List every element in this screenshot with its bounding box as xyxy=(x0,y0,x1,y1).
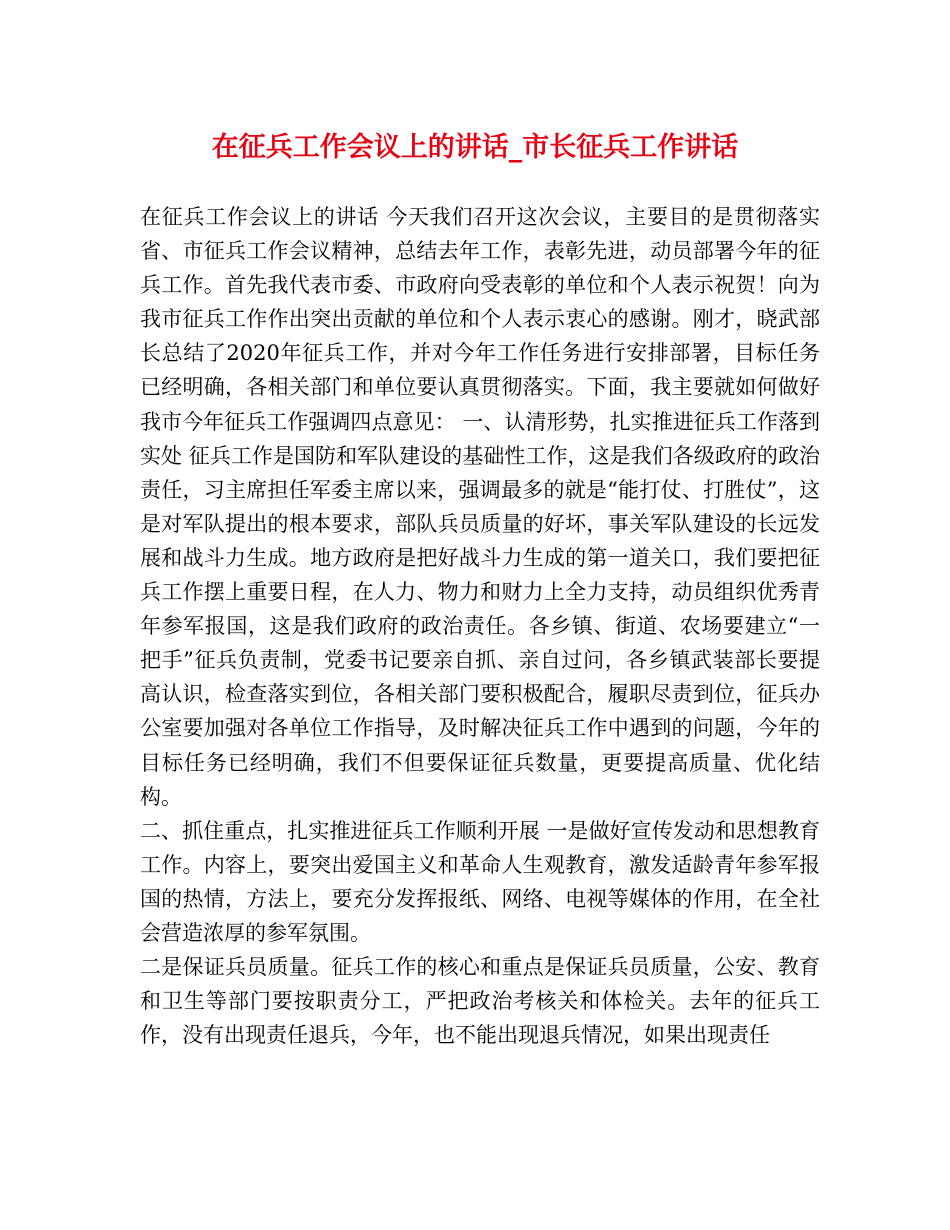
paragraph-3: 二是保证兵员质量。征兵工作的核心和重点是保证兵员质量，公安、教育和卫生等部门要按职责分工，严把政治考核关和体检关。去年的征兵工作，没有出现责任退兵，今年，也不能出现退兵情况，如果出现责任 xyxy=(140,955,820,1048)
paragraph-1: 在征兵工作会议上的讲话 今天我们召开这次会议，主要目的是贯彻落实省、市征兵工作会议精神，总结去年工作，表彰先进，动员部署今年的征兵工作。首先我代表市委、市政府向受表彰的单位和个人表示祝贺！向为我市征兵工作作出突出贡献的单位和个人表示衷心的感谢。刚才，晓武部长总结了2020年征兵工作，并对今年工作任务进行安排部署，目标任务已经明确，各相关部门和单位要认真贯彻落实。下面，我主要就如何做好我市今年征兵工作强调四点意见： 一、认清形势，扎实推进征兵工作落到实处 征兵工作是国防和军队建设的基础性工作，这是我们各级政府的政治责任，习主席担任军委主席以来，强调最多的就是“能打仗、打胜仗”，这是对军队提出的根本要求，部队兵员质量的好坏，事关军队建设的长远发展和战斗力生成。地方政府是把好战斗力生成的第一道关口，我们要把征兵工作摆上重要日程，在人力、物力和财力上全力支持，动员组织优秀青年参军报国，这是我们政府的政治责任。各乡镇、街道、农场要建立“一把手”征兵负责制，党委书记要亲自抓、亲自过问，各乡镇武装部长要提高认识，检查落实到位，各相关部门要积极配合，履职尽责到位，征兵办公室要加强对各单位工作指导，及时解决征兵工作中遇到的问题，今年的目标任务已经明确，我们不但要保证征兵数量，更要提高质量、优化结构。 xyxy=(140,205,820,809)
paragraph-2: 二、抓住重点，扎实推进征兵工作顺利开展 一是做好宣传发动和思想教育工作。内容上，要突出爱国主义和革命人生观教育，激发适龄青年参军报国的热情，方法上，要充分发挥报纸、网络、电视等媒体的作用，在全社会营造浓厚的参军氛围。 xyxy=(140,818,820,945)
document-body xyxy=(140,200,820,1052)
document-title: 在征兵工作会议上的讲话_市长征兵工作讲话 xyxy=(211,132,739,163)
